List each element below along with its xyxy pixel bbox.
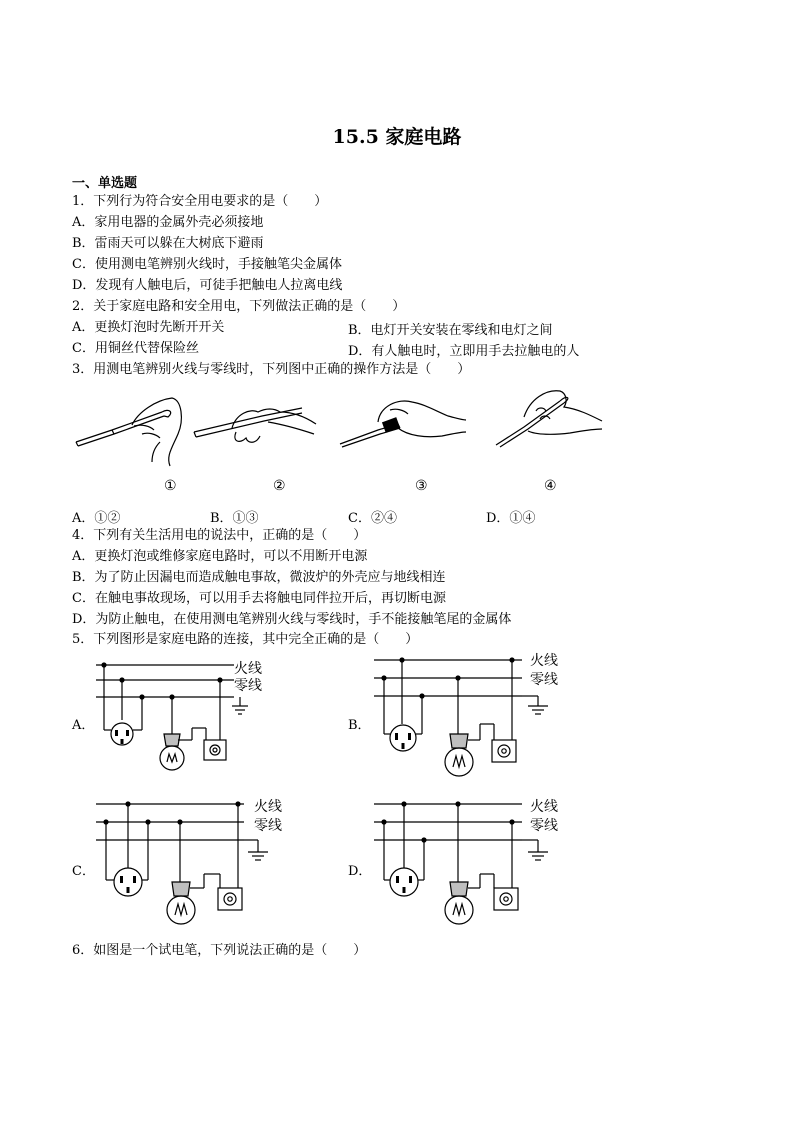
circuit-diagram-c	[94, 796, 274, 946]
test-pen-figure-2	[192, 398, 322, 454]
q2-option-b: B．电灯开关安装在零线和电灯之间	[348, 323, 553, 338]
q6-stem: 6．如图是一个试电笔，下列说法正确的是（ ）	[72, 943, 367, 958]
circuit-b-live-label: 火线	[530, 653, 558, 669]
q2-option-c: C．用铜丝代替保险丝	[72, 341, 199, 356]
q4-option-c: C．在触电事故现场，可以用手去将触电同伴拉开后，再切断电源	[72, 591, 446, 606]
q1-option-b: B．雷雨天可以躲在大树底下避雨	[72, 236, 264, 251]
circuit-c-neutral-label: 零线	[254, 818, 282, 834]
circuit-a-live-label: 火线	[234, 661, 262, 677]
caption-4: ④	[544, 478, 557, 494]
q4-option-b: B．为了防止因漏电而造成触电事故，微波炉的外壳应与地线相连	[72, 570, 446, 585]
q3-stem: 3．用测电笔辨别火线与零线时，下列图中正确的操作方法是（ ）	[72, 362, 471, 377]
circuit-c-label: C．	[72, 864, 95, 879]
test-pen-figure-3	[338, 392, 468, 454]
caption-1: ①	[164, 478, 177, 494]
q3-option-d: D．①④	[486, 511, 536, 526]
q4-option-d: D．为防止触电，在使用测电笔辨别火线与零线时，手不能接触笔尾的金属体	[72, 612, 512, 627]
q2-option-d: D．有人触电时，立即用手去拉触电的人	[348, 344, 580, 359]
q2-option-a: A．更换灯泡时先断开开关	[72, 320, 225, 335]
q4-stem: 4．下列有关生活用电的说法中，正确的是（ ）	[72, 528, 367, 543]
q3-option-b: B．①③	[210, 511, 259, 526]
q1-option-a: A．家用电器的金属外壳必须接地	[72, 215, 264, 230]
q1-stem: 1．下列行为符合安全用电要求的是（ ）	[72, 194, 328, 209]
test-pen-figure-1	[72, 390, 192, 472]
caption-3: ③	[415, 478, 428, 494]
circuit-c-live-label: 火线	[254, 799, 282, 815]
circuit-diagram-b	[372, 650, 542, 800]
circuit-d-live-label: 火线	[530, 799, 558, 815]
page-title: 15.5 家庭电路	[332, 126, 462, 148]
circuit-diagram-d	[372, 796, 542, 946]
section-heading: 一、单选题	[72, 176, 138, 191]
caption-2: ②	[273, 478, 286, 494]
q4-option-a: A．更换灯泡或维修家庭电路时，可以不用断开电源	[72, 549, 368, 564]
q2-stem: 2．关于家庭电路和安全用电，下列做法正确的是（ ）	[72, 299, 406, 314]
q3-option-c: C．②④	[348, 511, 397, 526]
circuit-a-neutral-label: 零线	[234, 678, 262, 694]
q1-option-c: C．使用测电笔辨别火线时，手接触笔尖金属体	[72, 257, 342, 272]
q1-option-d: D．发现有人触电后，可徒手把触电人拉离电线	[72, 278, 343, 293]
circuit-d-neutral-label: 零线	[530, 818, 558, 834]
circuit-b-label: B．	[348, 718, 371, 733]
test-pen-figure-4	[494, 385, 604, 451]
q3-option-a: A．①②	[72, 511, 121, 526]
q5-stem: 5．下列图形是家庭电路的连接，其中完全正确的是（ ）	[72, 632, 419, 647]
circuit-d-label: D．	[348, 864, 372, 879]
circuit-b-neutral-label: 零线	[530, 672, 558, 688]
circuit-a-label: A．	[72, 718, 95, 733]
